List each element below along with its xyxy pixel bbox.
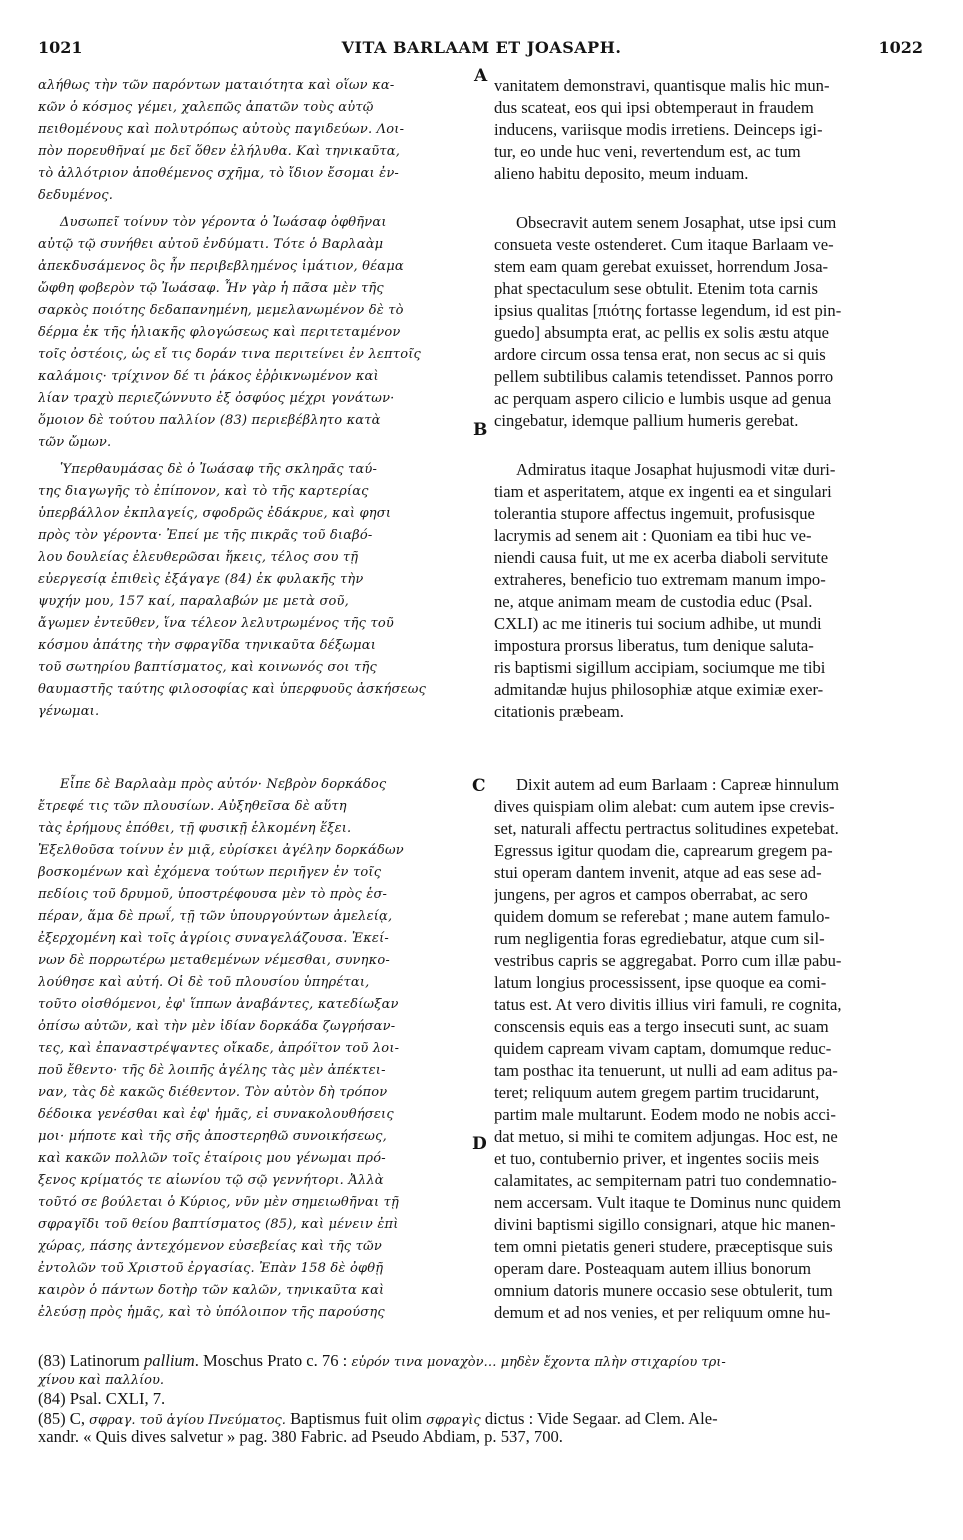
greek-text-line-44: ναν, τὰς δὲ κακῶς διέθεντον. Τὸν αὐτὸν δὴ τρόπον — [38, 1085, 388, 1100]
greek-text-line-22: λου δουλείας ἐλευθερῶσαι ἥκεις, τέλος σου τῇ — [38, 550, 359, 565]
latin-text-line-17: tiam et asperitatem, atque ex ingenti ea et singulari — [494, 482, 832, 501]
latin-text-line-38: tatus est. At vero divitis illius viri famuli, re cognita, — [494, 995, 842, 1014]
greek-text-line-39: λούθησε καὶ αὐτή. Οἱ δὲ τοῦ πλουσίου ὑπηρέται, — [38, 975, 370, 990]
greek-text-line-29: γένωμαι. — [38, 704, 100, 719]
greek-text-line-15: λίαν τραχὺ περιεζώννυτο ἐξ ὀσφύος μέχρι γονάτων· — [38, 391, 395, 406]
footnote-85-continued: xandr. « Quis dives salvetur » pag. 380 Fabric. ad Pseudo Abdiam, p. 537, 700. — [38, 1427, 563, 1446]
greek-text-line-1: αλήθως τὴν τῶν παρόντων ματαιότητα καὶ οἵων κα- — [38, 78, 395, 93]
latin-text-line-40: quidem capream vivam captam, domumque reduc- — [494, 1039, 832, 1058]
latin-text-line-10: ipsius qualitas [πιότης fortasse legendum, id est pin- — [494, 301, 842, 320]
greek-text-line-18: Ὑπερθαυμάσας δὲ ὁ Ἰωάσαφ τῆς σκληρᾶς ταύ- — [60, 462, 378, 477]
latin-text-line-48: divini baptismi sigillo consignari, atque hic manen- — [494, 1215, 836, 1234]
latin-text-line-4: tur, eo unde huc veni, revertendum est, ac tum — [494, 142, 801, 161]
greek-text-line-10: ὤφθη φοβερὸν τῷ Ἰωάσαφ. Ἦν γὰρ ἡ πᾶσα μὲν τῆς — [38, 281, 384, 296]
greek-text-line-48: ξενος κρίματός τε αἰωνίου τῷ σῷ γεννήτορι. Ἀλλὰ — [38, 1173, 384, 1188]
latin-text-line-11: guedo] absumpta erat, ac pellis ex solis æstu atque — [494, 323, 830, 342]
latin-text-line-26: admitandæ hujus philosophiæ atque eximiæ exer- — [494, 680, 824, 699]
footnote-85-greek-term: σφραγὶς — [426, 1413, 481, 1428]
latin-text-line-5: alieno habitu deposito, meum induam. — [494, 164, 749, 183]
latin-text-line-35: rum negligentia foras egrediebatur, atque cum sil- — [494, 929, 825, 948]
footnote-83-pallium: pallium — [144, 1351, 195, 1370]
greek-text-line-20: ὑπερβάλλον ἐκπλαγείς, σφοδρῶς ἐδάκρυε, καὶ φησι — [38, 506, 392, 521]
latin-text-line-19: lacrymis ad senem ait : Quoniam ea tibi huc ve- — [494, 526, 812, 545]
latin-text-line-22: ne, atque animam meam de custodia educ (Psal. — [494, 592, 813, 611]
latin-text-line-51: omnium datoris munere occasio sese obtulerit, tum — [494, 1281, 833, 1300]
margin-letter-a: A — [474, 66, 488, 86]
greek-text-line-41: ὀπίσω αὐτῶν, καὶ τὴν μὲν ἰδίαν δορκάδα ζωγρήσαν- — [38, 1019, 396, 1034]
footnote-83-source: . Moschus Prato c. 76 : — [194, 1351, 348, 1370]
latin-text-line-6: Obsecravit autem senem Josaphat, utse ipsi cum — [516, 213, 837, 232]
greek-text-line-49: τοῦτό σε βούλεται ὁ Κύριος, νῦν μὲν σημειωθῆναι τῇ — [38, 1195, 399, 1210]
latin-text-line-49: tem omni pietatis generi studere, præceptisque suis — [494, 1237, 833, 1256]
footnote-85-latin: Baptismus fuit olim — [290, 1409, 422, 1428]
latin-text-line-46: calamitates, ac sempiternam patri tuo condemnatio- — [494, 1171, 837, 1190]
latin-text-line-52: demum et ad nos venies, et per reliquum omne hu- — [494, 1303, 831, 1322]
greek-text-line-51: χώρας, πάσης ἀντεχόμενον εὐσεβείας καὶ τῆς τῶν — [38, 1239, 382, 1254]
latin-text-line-29: dives quispiam olim alebat: cum autem ipse crevis- — [494, 797, 835, 816]
left-page-number: 1021 — [38, 38, 83, 57]
latin-text-line-2: dus scateat, eos qui ipsi obtemperaut in fraudem — [494, 98, 814, 117]
greek-text-line-26: κόσμου ἀπάτης τὴν σφραγῖδα τηνικαῦτα δέξωμαι — [38, 638, 377, 653]
greek-text-line-9: ἀπεκδυσάμενος ὃς ἦν περιβεβλημένος ἱμάτιον, θέαμα — [38, 259, 404, 274]
greek-text-line-21: πρὸς τὸν γέροντα· Ἐπεί με τῆς πικρᾶς τοῦ διαβό- — [38, 528, 373, 543]
greek-text-line-17: τῶν ὤμων. — [38, 435, 112, 450]
footnote-84: (84) Psal. CXLI, 7. — [38, 1389, 166, 1408]
latin-text-line-28: Dixit autem ad eum Barlaam : Capreæ hinnulum — [516, 775, 840, 794]
margin-letter-d: D — [472, 1134, 487, 1154]
footnote-85-greek: σφραγ. τοῦ ἁγίου Πνεύματος. — [89, 1413, 286, 1428]
latin-text-line-12: ardore circum ossa tensa erat, non secus ac si quis — [494, 345, 826, 364]
greek-text-line-2: κῶν ὁ κόσμος γέμει, χαλεπῶς ἀπατῶν τοὺς αὐτῷ — [38, 100, 374, 115]
latin-text-line-8: stem eam quam gerebat exuisset, horrendum Josa- — [494, 257, 829, 276]
running-title: VITA BARLAAM ET JOASAPH. — [341, 38, 622, 57]
latin-text-line-37: latum longius processissent, ipse quoque ea comi- — [494, 973, 827, 992]
latin-text-line-16: Admiratus itaque Josaphat hujusmodi vitæ duri- — [516, 460, 836, 479]
latin-text-line-14: ac perquam aspero cilicio e lumbis usque ad genua — [494, 389, 832, 408]
greek-text-line-24: ψυχήν μου, 157 καί, παραλαβών με μετὰ σοῦ, — [38, 594, 349, 609]
greek-text-line-25: ἄγωμεν ἐντεῦθεν, ἵνα τέλεον λελυτρωμένος τῆς τοῦ — [38, 616, 394, 631]
footnote-83-greek-end: χίνου καὶ παλλίου. — [38, 1373, 165, 1388]
greek-text-line-8: αὐτῷ τῷ συνήθει αὐτοῦ ἐνδύματι. Τότε ὁ Βαρλαὰμ — [38, 237, 384, 252]
greek-text-line-31: ἔτρεφέ τις τῶν πλουσίων. Αὐξηθεῖσα δὲ αὕτη — [38, 799, 347, 814]
greek-text-line-11: σαρκὸς ποιότης δεδαπανημένη, μεμελανωμένον δὲ τὸ — [38, 303, 404, 318]
greek-text-line-50: σφραγῖδι τοῦ θείου βαπτίσματος (85), καὶ μένειν ἐπὶ — [38, 1217, 399, 1232]
latin-text-line-18: tolerantia stupore affectus ingemuit, profusisque — [494, 504, 815, 523]
greek-text-line-19: της διαγωγῆς τὸ ἐπίπονον, καὶ τὸ τῆς καρτερίας — [38, 484, 369, 499]
greek-text-line-38: νων δὲ πορρωτέρω μεταθεμένων νέμεσθαι, συνηκο- — [38, 953, 390, 968]
latin-text-line-23: CXLI) ac me itineris tui socium adhibe, ut mundi — [494, 614, 822, 633]
greek-text-line-42: τες, καὶ ἐπαναστρέψαντες οἴκαδε, ἀπρόϊτον τοῦ λοι- — [38, 1041, 400, 1056]
greek-text-line-32: τὰς ἐρήμους ἐπόθει, τῇ φυσικῇ ἑλκομένη ἕξει. — [38, 821, 352, 836]
greek-text-line-28: θαυμαστῆς ταύτης φιλοσοφίας καὶ ὑπερφυοῦς ἀσκήσεως — [38, 682, 427, 697]
latin-text-line-30: set, naturali affectu pertractus solitudines expetebat. — [494, 819, 839, 838]
latin-text-line-45: et tuo, contubernio priver, et ingentes sociis meis — [494, 1149, 820, 1168]
greek-text-line-12: δέρμα ἐκ τῆς ἡλιακῆς φλογώσεως καὶ περιτεταμένον — [38, 325, 401, 340]
greek-text-line-27: τοῦ σωτηρίου βαπτίσματος, καὶ κοινωνός σοι τῆς — [38, 660, 377, 675]
latin-text-line-50: operam dare. Posteaquam autem illius bonorum — [494, 1259, 812, 1278]
right-page-number: 1022 — [878, 38, 923, 57]
footnote-83-text: (83) Latinorum — [38, 1351, 140, 1370]
latin-text-line-9: phat spectaculum sese obtulit. Etenim tota carnis — [494, 279, 818, 298]
greek-text-line-35: πεδίοις τοῦ δρυμοῦ, ὑποστρέφουσα μὲν τὸ πρὸς ἑσ- — [38, 887, 388, 902]
greek-text-line-52: ἐντολῶν τοῦ Χριστοῦ ἐργασίας. Ἐπὰν 158 δὲ ὀφθῇ — [38, 1261, 384, 1276]
latin-text-line-15: cingebatur, idemque pallium humeris gerebat. — [494, 411, 799, 430]
latin-text-line-32: stui operam dantem invenit, atque ad eas sese ad- — [494, 863, 822, 882]
latin-text-line-13: pellem subtilibus calamis tetendisset. Pannos porro — [494, 367, 834, 386]
greek-text-line-53: καιρὸν ὁ πάντων δοτὴρ τῶν καλῶν, τηνικαῦτα καὶ — [38, 1283, 385, 1298]
greek-text-line-37: ἐξερχομένη καὶ τοῖς ἀγρίοις συναγελάζουσα. Ἐκεί- — [38, 931, 389, 946]
greek-text-line-40: τοῦτο οἰσθόμενοι, ἐφ' ἵππων ἀναβάντες, κατεδίωξαν — [38, 997, 399, 1012]
greek-text-line-23: εὐεργεσίᾳ ἐπιθεὶς ἐξάγαγε (84) ἐκ φυλακῆς τὴν — [38, 572, 364, 587]
greek-text-line-5: τὸ ἀλλότριον ἀποθέμενος σχῆμα, τὸ ἴδιον ἔσομαι ἐν- — [38, 166, 400, 181]
greek-text-line-54: ἐλεύσῃ πρὸς ἡμᾶς, καὶ τὸ ὑπόλοιπον τῆς παρούσης — [38, 1305, 385, 1320]
latin-text-line-24: impostura prorsus liberatus, tum denique saluta- — [494, 636, 814, 655]
latin-text-line-1: vanitatem demonstravi, quantisque malis hic mun- — [494, 76, 830, 95]
latin-text-line-36: vestribus capris se aggregabat. Porro cum illæ pabu- — [494, 951, 842, 970]
footnote-83-greek: εὑρόν τινα μοναχὸν… μηδὲν ἔχοντα πλὴν στιχαρίου τρι- — [351, 1355, 726, 1370]
latin-text-line-31: Egressus igitur quodam die, caprearum gregem pa- — [494, 841, 833, 860]
greek-text-line-4: πὸν πορευθῆναί με δεῖ ὅθεν ἐλήλυθα. Καὶ τηνικαῦτα, — [38, 144, 401, 159]
latin-text-line-25: ris baptismi sigillum accipiam, sociumque me tibi — [494, 658, 826, 677]
greek-text-line-43: ποῦ ἔθεντο· τῆς δὲ λοιπῆς ἀγέλης τὰς μὲν ἀπέκτει- — [38, 1063, 386, 1078]
greek-text-line-47: καὶ κακῶν πολλῶν τοῖς ἑταίροις μου γένωμαι πρό- — [38, 1151, 386, 1166]
latin-text-line-3: inducens, variisque modis irretiens. Deinceps igi- — [494, 120, 823, 139]
latin-text-line-33: jungens, per agros et campos oberrabat, ac sero — [494, 885, 808, 904]
latin-text-line-41: tam posthac ita tenuerunt, ut nulli ad eam aditus pa- — [494, 1061, 838, 1080]
greek-text-line-36: πέραν, ἅμα δὲ πρωΐ, τῇ τῶν ὑπουργούντων ἀμελείᾳ, — [38, 909, 393, 924]
latin-text-line-44: dat metuo, si mihi te comitem adjungas. Hoc est, ne — [494, 1127, 838, 1146]
footnote-85-ref: dictus : Vide Segaar. ad Clem. Ale- — [484, 1409, 718, 1428]
latin-text-line-20: niendi causa fuit, ut me ex acerba diaboli servitute — [494, 548, 829, 567]
greek-text-line-46: μοι· μήποτε καὶ τῆς σῆς ἀποστερηθῶ συνοικήσεως, — [38, 1129, 387, 1144]
greek-text-line-6: δεδυμένος. — [38, 188, 114, 203]
greek-text-line-7: Δυσωπεῖ τοίνυν τὸν γέροντα ὁ Ἰωάσαφ ὀφθῆναι — [60, 215, 387, 230]
footnote-85-text: (85) C, — [38, 1409, 86, 1428]
margin-letter-b: B — [473, 420, 488, 440]
greek-text-line-30: Εἶπε δὲ Βαρλαὰμ πρὸς αὐτόν· Νεβρὸν δορκάδος — [60, 777, 387, 792]
latin-text-line-34: quidem domum se referebat ; mane autem famulo- — [494, 907, 830, 926]
greek-text-line-16: ὅμοιον δὲ τούτου παλλίον (83) περιεβέβλητο κατὰ — [38, 413, 381, 428]
latin-text-line-43: partim male multarunt. Eodem modo ne nobis acci- — [494, 1105, 836, 1124]
greek-text-line-14: καλάμοις· τρίχινον δέ τι ῥάκος ἐῤῥικνωμένον καὶ — [38, 369, 379, 384]
latin-text-line-47: nem accersam. Vult itaque te Dominus nunc quidem — [494, 1193, 842, 1212]
margin-letter-c: C — [472, 776, 486, 796]
latin-text-line-27: citationis præbeam. — [494, 702, 624, 721]
greek-text-line-13: τοῖς ὀστέοις, ὡς εἴ τις δοράν τινα περιτείνει ἐν λεπτοῖς — [38, 347, 422, 362]
footnote-83 — [38, 1352, 928, 1372]
greek-text-line-34: βοσκομένων καὶ ἐχόμενα τούτων περιῆγεν ἐν τοῖς — [38, 865, 382, 880]
latin-text-line-39: conscensis equis eas a tergo insecuti sunt, ac suam — [494, 1017, 829, 1036]
latin-text-line-21: extraheres, beneficio tuo extremam manum impo- — [494, 570, 826, 589]
greek-text-line-45: δέδοικα γενέσθαι καὶ ἐφ' ἡμᾶς, εἰ συνακολουθήσεις — [38, 1107, 394, 1122]
greek-text-line-33: Ἐξελθοῦσα τοίνυν ἐν μιᾷ, εὐρίσκει ἀγέλην δορκάδων — [38, 843, 404, 858]
latin-text-line-7: consueta veste ostenderet. Cum itaque Barlaam ve- — [494, 235, 834, 254]
latin-text-line-42: teret; reliquum autem gregem partim trucidarunt, — [494, 1083, 820, 1102]
footnote-83-continued — [38, 1370, 928, 1390]
greek-text-line-3: πειθομένους καὶ πολυτρόπως αὐτοὺς παγιδεύων. Λοι- — [38, 122, 405, 137]
